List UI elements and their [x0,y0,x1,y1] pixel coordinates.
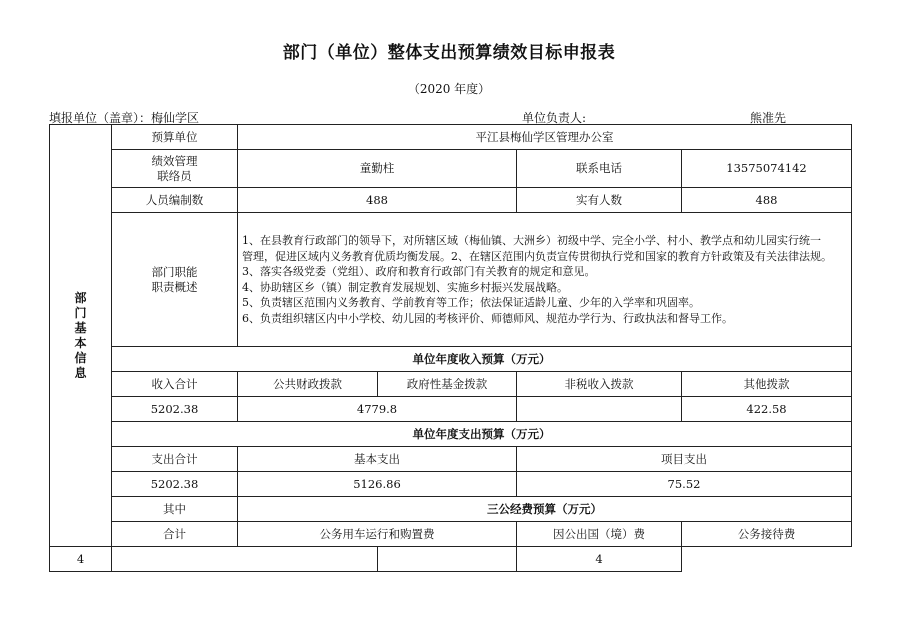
duties-text: 1、在县教育行政部门的领导下，对所辖区域（梅仙镇、大洲乡）初级中学、完全小学、村小、教学点和幼儿园实行统一 管理，促进区域内义务教育优质均衡发展。2、在辖区范围内负责宣传贯彻执行党和国家的教育方针政策及有关法律法规。 3、落实各级党委（党组）、政府和教育行政部门有关教育的规定和意见。 4、协助辖区乡（镇）制定教育发展规划、实施乡村振兴发展战略。 5、负责辖区范围内义务教育、学前教育等工作；依法保证适龄儿童、少年的入学率和巩固率。 6、负责组织辖区内中小学校、幼儿园的考核评价、师德师风、规范办学行为、行政执法和督导工作。 [238,213,852,347]
row-contact [50,150,852,188]
reception-label: 公务接待费 [682,522,852,547]
basic-expense-value: 5126.86 [238,472,517,497]
staff-quota-label: 人员编制数 [112,188,238,213]
actual-staff-label: 实有人数 [517,188,682,213]
reception-value: 4 [517,547,682,572]
unit-head-label: 单位负责人: [522,111,587,125]
row-three-public-values [50,547,852,572]
row-income-labels [50,372,852,397]
income-total-value: 5202.38 [112,397,238,422]
expense-header: 单位年度支出预算（万元） [112,422,852,447]
row-budget-unit [50,125,852,150]
section-label-dept-basic-info: 部 门 基 本 信 息 [50,125,112,547]
budget-unit-label: 预算单位 [112,125,238,150]
phone-label: 联系电话 [517,150,682,188]
row-staff [50,188,852,213]
project-expense-value: 75.52 [517,472,852,497]
project-expense-label: 项目支出 [517,447,852,472]
vehicle-label: 公务用车运行和购置费 [238,522,517,547]
public-fiscal-label: 公共财政拨款 [238,372,378,397]
contact-name: 童勤柱 [238,150,517,188]
row-expense-values [50,472,852,497]
budget-unit-value: 平江县梅仙学区管理办公室 [238,125,852,150]
income-total-label: 收入合计 [112,372,238,397]
basic-expense-label: 基本支出 [238,447,517,472]
row-three-public-columns [50,522,852,547]
sum-value: 4 [50,547,112,572]
vehicle-value [112,547,378,572]
contact-label: 绩效管理 联络员 [112,150,238,188]
row-income-header [50,347,852,372]
phone-value: 13575074142 [682,150,852,188]
row-duties [50,213,852,347]
gov-fund-label: 政府性基金拨款 [378,372,517,397]
duties-label: 部门职能 职责概述 [112,213,238,347]
abroad-label: 因公出国（境）费 [517,522,682,547]
filing-unit: 填报单位（盖章）：梅仙学区 [49,111,200,125]
three-public-header: 三公经费预算（万元） [238,497,852,522]
sum-label: 合计 [112,522,238,547]
non-tax-label: 非税收入拨款 [517,372,682,397]
expense-total-label: 支出合计 [112,447,238,472]
row-three-public-labels [50,497,852,522]
public-fiscal-value: 4779.8 [238,397,517,422]
report-year: （2020 年度） [407,82,491,96]
row-expense-header [50,422,852,447]
of-which-label: 其中 [112,497,238,522]
non-tax-value [517,397,682,422]
unit-head-name: 熊准先 [750,111,787,125]
abroad-value [378,547,517,572]
actual-staff-value: 488 [682,188,852,213]
performance-target-table [49,124,852,572]
income-header: 单位年度收入预算（万元） [112,347,852,372]
page-title: 部门（单位）整体支出预算绩效目标申报表 [282,43,616,63]
staff-quota-value: 488 [238,188,517,213]
row-income-values [50,397,852,422]
expense-total-value: 5202.38 [112,472,238,497]
row-expense-labels [50,447,852,472]
other-label: 其他拨款 [682,372,852,397]
other-value: 422.58 [682,397,852,422]
